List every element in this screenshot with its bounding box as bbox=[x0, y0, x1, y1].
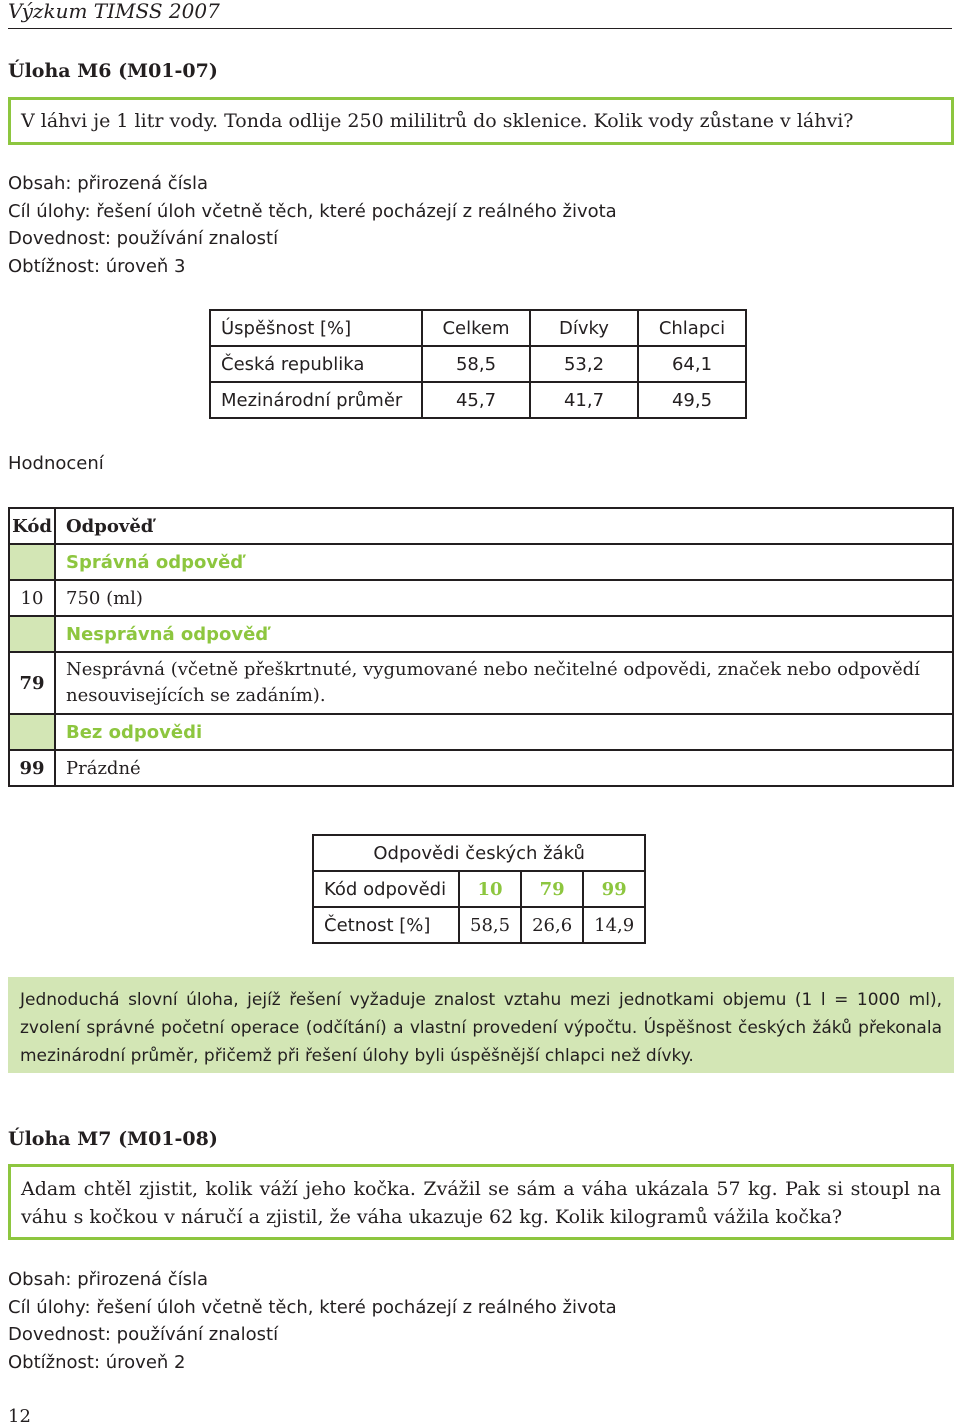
task2-question-box bbox=[8, 1164, 954, 1240]
task1-question-box bbox=[8, 97, 954, 145]
task2-obtiznost: Obtížnost: úroveň 2 bbox=[8, 1351, 186, 1373]
task2-dovednost: Dovednost: používání znalostí bbox=[8, 1324, 279, 1345]
success-header-girls: Dívky bbox=[530, 310, 638, 346]
task1-cil: Cíl úlohy: řešení úloh včetně těch, které pocházejí z reálného života bbox=[8, 200, 617, 222]
success-header-boys: Chlapci bbox=[638, 310, 746, 346]
task2-cil: Cíl úlohy: řešení úloh včetně těch, které pocházejí z reálného života bbox=[8, 1296, 617, 1318]
task1-question: V láhvi je 1 litr vody. Tonda odlije 250 mililitrů do sklenice. Kolik vody zůstane v láhvi? bbox=[21, 110, 854, 132]
coding-code: 10 bbox=[9, 580, 55, 616]
coding-category-blank bbox=[9, 714, 953, 750]
coding-head-answer: Odpověď bbox=[55, 508, 953, 544]
frequency-code: 79 bbox=[521, 871, 583, 907]
frequency-code-row bbox=[313, 871, 645, 907]
frequency-title-row bbox=[313, 835, 645, 871]
frequency-code: 99 bbox=[583, 871, 645, 907]
coding-code: 79 bbox=[9, 652, 55, 714]
coding-category-incorrect bbox=[9, 616, 953, 652]
success-cell: 53,2 bbox=[530, 346, 638, 382]
success-cell: 45,7 bbox=[422, 382, 530, 418]
task1-obsah: Obsah: přirozená čísla bbox=[8, 173, 209, 194]
coding-category-marker bbox=[9, 544, 55, 580]
success-header-row bbox=[210, 310, 746, 346]
frequency-value: 58,5 bbox=[459, 907, 521, 943]
coding-description: 750 (ml) bbox=[55, 580, 953, 616]
frequency-value: 14,9 bbox=[583, 907, 645, 943]
frequency-value-row bbox=[313, 907, 645, 943]
success-cell: 41,7 bbox=[530, 382, 638, 418]
coding-row-79 bbox=[9, 652, 953, 714]
success-row-international bbox=[210, 382, 746, 418]
task1-meta bbox=[8, 170, 617, 280]
success-cell: 49,5 bbox=[638, 382, 746, 418]
coding-category-label: Správná odpověď bbox=[55, 544, 953, 580]
success-row-label: Mezinárodní průměr bbox=[210, 382, 422, 418]
success-row-czech bbox=[210, 346, 746, 382]
task2-question: Adam chtěl zjistit, kolik váží jeho kočka. Zvážil se sám a váha ukázala 57 kg. Pak si stoupl na váhu s kočkou v náručí a zjistil, že váha ukazuje 62 kg. Kolik kilogramů vážila kočka? bbox=[21, 1178, 941, 1228]
task2-obsah: Obsah: přirozená čísla bbox=[8, 1269, 209, 1290]
coding-guide-table bbox=[8, 507, 954, 787]
coding-code: 99 bbox=[9, 750, 55, 786]
header-rule bbox=[8, 28, 952, 29]
coding-category-label: Nesprávná odpověď bbox=[55, 616, 953, 652]
success-header-label: Úspěšnost [%] bbox=[210, 310, 422, 346]
coding-head-code: Kód bbox=[9, 508, 55, 544]
success-cell: 58,5 bbox=[422, 346, 530, 382]
coding-description: Nesprávná (včetně přeškrtnuté, vygumované nebo nečitelné odpovědi, značek nebo odpovědí nesouvisejících se zadáním). bbox=[55, 652, 953, 714]
task1-obtiznost: Obtížnost: úroveň 3 bbox=[8, 255, 186, 277]
coding-row-10 bbox=[9, 580, 953, 616]
coding-description: Prázdné bbox=[55, 750, 953, 786]
frequency-value: 26,6 bbox=[521, 907, 583, 943]
task2-title: Úloha M7 (M01-08) bbox=[8, 1128, 218, 1150]
success-rate-table bbox=[209, 309, 747, 419]
task1-comment: Jednoduchá slovní úloha, jejíž řešení vyžaduje znalost vztahu mezi jednotkami objemu (1 l = 1000 ml), zvolení správné početní operace (odčítání) a vlastní provedení výpočtu. Úspěšnost českých žáků překonala mezinárodní průměr, přičemž při řešení úlohy byli úspěšnější chlapci než dívky. bbox=[20, 990, 942, 1066]
success-cell: 64,1 bbox=[638, 346, 746, 382]
response-frequency-table bbox=[312, 834, 646, 944]
task1-dovednost: Dovednost: používání znalostí bbox=[8, 228, 279, 249]
hodnoceni-label: Hodnocení bbox=[8, 453, 104, 474]
frequency-code: 10 bbox=[459, 871, 521, 907]
coding-category-marker bbox=[9, 616, 55, 652]
coding-category-correct bbox=[9, 544, 953, 580]
coding-row-99 bbox=[9, 750, 953, 786]
success-row-label: Česká republika bbox=[210, 346, 422, 382]
coding-header-row bbox=[9, 508, 953, 544]
task1-title: Úloha M6 (M01-07) bbox=[8, 60, 218, 82]
coding-category-marker bbox=[9, 714, 55, 750]
success-header-total: Celkem bbox=[422, 310, 530, 346]
frequency-value-label: Četnost [%] bbox=[313, 907, 459, 943]
frequency-code-label: Kód odpovědi bbox=[313, 871, 459, 907]
page-number: 12 bbox=[8, 1406, 31, 1427]
task1-comment-box bbox=[8, 977, 954, 1073]
coding-category-label: Bez odpovědi bbox=[55, 714, 953, 750]
task2-meta bbox=[8, 1266, 617, 1376]
running-header: Výzkum TIMSS 2007 bbox=[8, 0, 220, 23]
frequency-title: Odpovědi českých žáků bbox=[313, 835, 645, 871]
